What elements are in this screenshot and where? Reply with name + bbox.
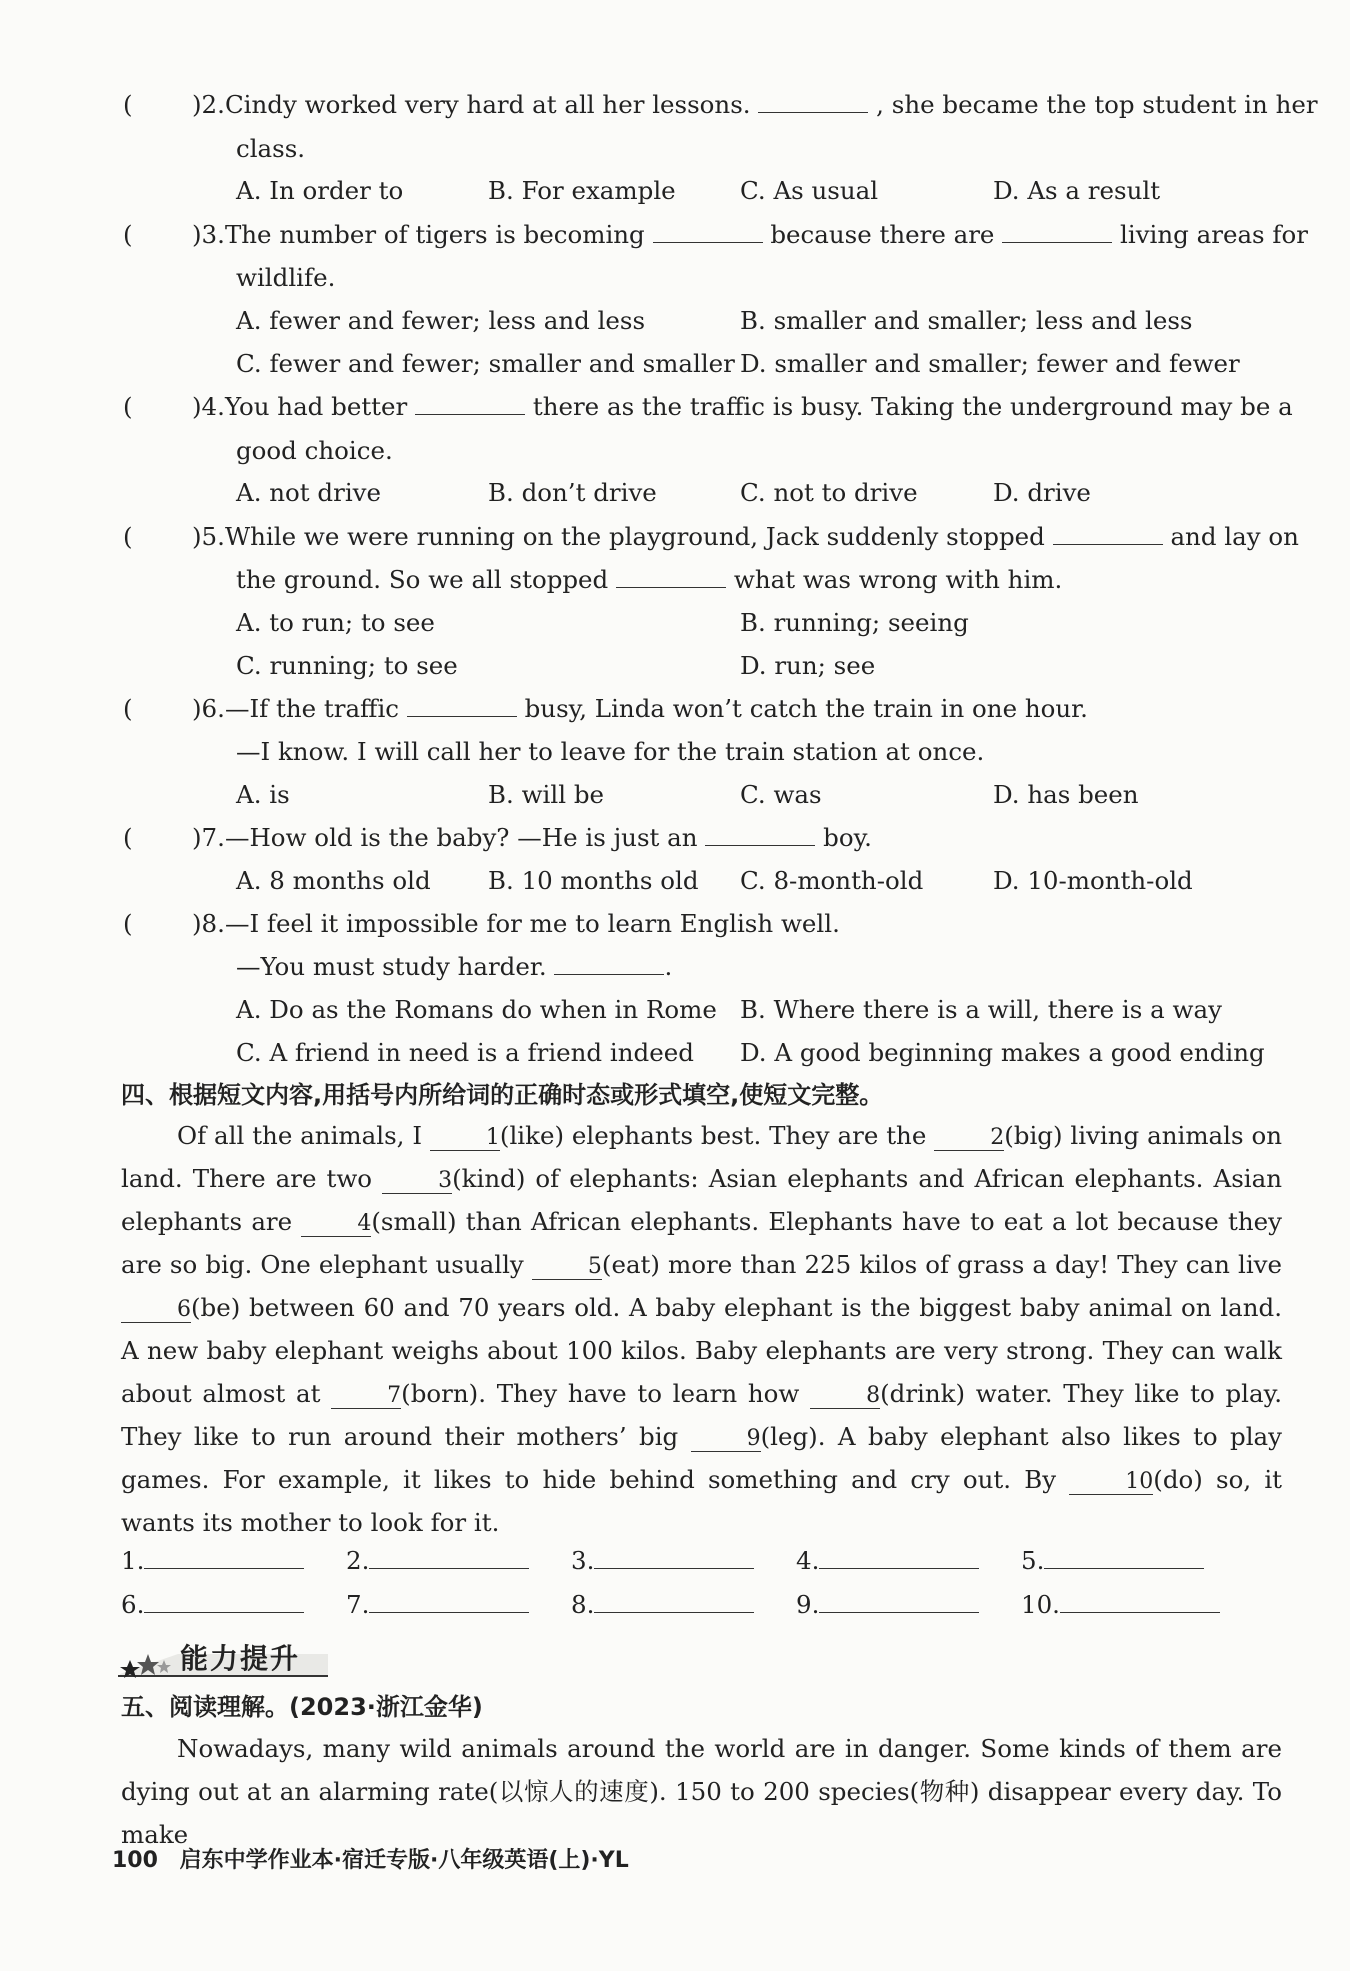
- passage-blank: 3: [382, 1169, 452, 1194]
- question-number: )4.: [192, 392, 225, 421]
- ability-banner: [118, 1640, 328, 1680]
- question-text: —I feel it impossible for me to learn English well.: [224, 909, 840, 938]
- option-d: D. 10-month-old: [993, 866, 1193, 895]
- question-text: boy.: [823, 823, 872, 852]
- passage-text: (born). They have to learn how: [401, 1379, 800, 1408]
- option-d: D. As a result: [993, 176, 1161, 205]
- passage-blank: 6: [121, 1298, 191, 1323]
- passage-blank: 5: [532, 1255, 602, 1280]
- passage-text: (like) elephants best. They are the: [499, 1121, 927, 1150]
- option-b: B. don’t drive: [488, 478, 657, 507]
- option-c: C. not to drive: [740, 478, 918, 507]
- answer-cell: [121, 1590, 346, 1620]
- answer-cell: [346, 1590, 571, 1620]
- passage-text: (eat) more than 225 kilos of grass a day! They can live: [601, 1250, 1282, 1279]
- answer-label: 4.: [796, 1546, 820, 1575]
- answer-line[interactable]: [1044, 1546, 1204, 1569]
- passage-blank: 10: [1069, 1470, 1153, 1495]
- answer-cell: [1021, 1546, 1221, 1576]
- passage-text: (drink) water. They like to play. They like to run around their mothers’ big: [121, 1379, 1282, 1451]
- answer-row-1: [121, 1546, 1221, 1576]
- option-d: D. A good beginning makes a good ending: [740, 1038, 1265, 1067]
- question-number: )3.: [192, 220, 225, 249]
- section-4-heading: 四、根据短文内容,用括号内所给词的正确时态或形式填空,使短文完整。: [121, 1081, 884, 1109]
- passage-blank: 8: [810, 1384, 880, 1409]
- answer-line[interactable]: [369, 1590, 529, 1613]
- answer-paren[interactable]: (: [123, 823, 133, 852]
- question-text: and lay on: [1170, 522, 1299, 551]
- question-text-line: [236, 952, 672, 982]
- answer-label: 6.: [121, 1590, 145, 1619]
- question-text: the ground. So we all stopped: [236, 565, 609, 594]
- question-8: [192, 909, 840, 939]
- option-b: B. running; seeing: [740, 608, 969, 637]
- section-5-heading: 五、阅读理解。(2023·浙江金华): [121, 1693, 483, 1721]
- answer-paren[interactable]: (: [123, 909, 133, 938]
- blank: [1002, 220, 1112, 243]
- question-number: )6.: [192, 694, 225, 723]
- answer-label: 8.: [571, 1590, 595, 1619]
- question-text: —I know. I will call her to leave for the train station at once.: [236, 737, 985, 766]
- option-a: A. fewer and fewer; less and less: [236, 306, 646, 335]
- passage-text: (small) than African elephants. Elephants have to eat a lot because they are so big. One elephant usually: [121, 1207, 1282, 1279]
- question-number: )2.: [192, 90, 225, 119]
- question-number: )7.: [192, 823, 225, 852]
- question-4: [192, 392, 1293, 422]
- passage: [121, 1114, 1282, 1544]
- passage-text: Of all the animals, I: [177, 1121, 423, 1150]
- passage-text: (be) between 60 and 70 years old. A baby elephant is the biggest baby animal on land. A new baby elephant weighs about 100 kilos. Baby elephants are very strong. They can walk about almost at: [121, 1293, 1282, 1408]
- answer-line[interactable]: [144, 1546, 304, 1569]
- answer-label: 5.: [1021, 1546, 1045, 1575]
- option-a: A. to run; to see: [236, 608, 435, 637]
- option-a: A. not drive: [236, 478, 382, 507]
- question-text: wildlife.: [236, 263, 336, 292]
- answer-paren[interactable]: (: [123, 90, 133, 119]
- blank: [554, 952, 664, 975]
- blank: [653, 220, 763, 243]
- page-number: 100: [112, 1848, 158, 1873]
- answer-line[interactable]: [1060, 1590, 1220, 1613]
- answer-label: 7.: [346, 1590, 370, 1619]
- question-text: because there are: [770, 220, 995, 249]
- option-a: A. is: [236, 780, 290, 809]
- question-text: what was wrong with him.: [733, 565, 1063, 594]
- answer-label: 10.: [1021, 1590, 1060, 1619]
- answer-line[interactable]: [369, 1546, 529, 1569]
- question-text: You had better: [224, 392, 408, 421]
- question-text: living areas for: [1120, 220, 1308, 249]
- blank: [1053, 522, 1163, 545]
- question-text: —If the traffic: [224, 694, 400, 723]
- option-b: B. For example: [488, 176, 676, 205]
- option-d: D. smaller and smaller; fewer and fewer: [740, 349, 1240, 378]
- question-text-line: [236, 565, 1062, 595]
- question-text: Cindy worked very hard at all her lessons.: [224, 90, 751, 119]
- question-3: [192, 220, 1308, 250]
- answer-label: 9.: [796, 1590, 820, 1619]
- option-c: C. As usual: [740, 176, 879, 205]
- answer-cell: [796, 1590, 1021, 1620]
- option-d: D. run; see: [740, 651, 876, 680]
- answer-line[interactable]: [819, 1546, 979, 1569]
- question-number: )8.: [192, 909, 225, 938]
- answer-cell: [571, 1546, 796, 1576]
- passage-text: (kind) of elephants: Asian elephants and African elephants. Asian elephants are: [121, 1164, 1282, 1236]
- answer-paren[interactable]: (: [123, 220, 133, 249]
- option-b: B. 10 months old: [488, 866, 699, 895]
- question-text: good choice.: [236, 436, 393, 465]
- answer-line[interactable]: [144, 1590, 304, 1613]
- question-text: , she became the top student in her: [876, 90, 1318, 119]
- option-c: C. A friend in need is a friend indeed: [236, 1038, 694, 1067]
- passage-text: (do) so, it wants its mother to look for it.: [121, 1465, 1282, 1537]
- passage-text: (leg). A baby elephant also likes to play games. For example, it likes to hide behind something and cry out. By: [121, 1422, 1283, 1494]
- question-2: [192, 90, 1318, 120]
- option-a: A. 8 months old: [236, 866, 431, 895]
- question-number: )5.: [192, 522, 225, 551]
- option-b: B. Where there is a will, there is a way: [740, 995, 1222, 1024]
- question-text: .: [664, 952, 673, 981]
- passage-blank: 7: [331, 1384, 401, 1409]
- option-b: B. will be: [488, 780, 605, 809]
- answer-paren[interactable]: (: [123, 522, 133, 551]
- passage-text: (big) living animals on land. There are two: [121, 1121, 1282, 1193]
- answer-row-2: [121, 1590, 1221, 1620]
- answer-label: 2.: [346, 1546, 370, 1575]
- reading-paragraph: Nowadays, many wild animals around the world are in danger. Some kinds of them are dying out at an alarming rate(以惊人的速度). 150 to 200 species(物种) disappear every day. To make: [121, 1734, 1282, 1849]
- answer-line[interactable]: [594, 1546, 754, 1569]
- option-d: D. has been: [993, 780, 1139, 809]
- option-c: C. fewer and fewer; smaller and smaller: [236, 349, 735, 378]
- question-7: [192, 823, 872, 853]
- question-text: class.: [236, 134, 306, 163]
- answer-line[interactable]: [594, 1590, 754, 1613]
- page-footer: [112, 1846, 629, 1876]
- answer-cell: [1021, 1590, 1221, 1620]
- blank: [407, 694, 517, 717]
- banner-title: 能力提升: [180, 1642, 301, 1675]
- passage-blank: 1: [430, 1126, 500, 1151]
- blank: [705, 823, 815, 846]
- answer-cell: [571, 1590, 796, 1620]
- book-title: 启东中学作业本·宿迁专版·八年级英语(上)·YL: [179, 1848, 629, 1873]
- blank: [616, 565, 726, 588]
- option-a: A. Do as the Romans do when in Rome: [236, 995, 717, 1024]
- question-5: [192, 522, 1299, 552]
- option-c: C. was: [740, 780, 822, 809]
- option-c: C. 8-month-old: [740, 866, 924, 895]
- question-text: busy, Linda won’t catch the train in one hour.: [524, 694, 1088, 723]
- answer-paren[interactable]: (: [123, 392, 133, 421]
- answer-line[interactable]: [819, 1590, 979, 1613]
- answer-paren[interactable]: (: [123, 694, 133, 723]
- passage-blank: 2: [934, 1126, 1004, 1151]
- answer-cell: [121, 1546, 346, 1576]
- passage-blank: 9: [691, 1427, 761, 1452]
- option-b: B. smaller and smaller; less and less: [740, 306, 1193, 335]
- answer-label: 3.: [571, 1546, 595, 1575]
- question-text: —How old is the baby? —He is just an: [224, 823, 698, 852]
- passage-blank: 4: [301, 1212, 371, 1237]
- answer-cell: [346, 1546, 571, 1576]
- option-a: A. In order to: [236, 176, 404, 205]
- question-text: there as the traffic is busy. Taking the underground may be a: [532, 392, 1293, 421]
- option-c: C. running; to see: [236, 651, 458, 680]
- question-6: [192, 694, 1088, 724]
- blank: [758, 90, 868, 113]
- question-text: —You must study harder.: [236, 952, 547, 981]
- question-text: While we were running on the playground, Jack suddenly stopped: [224, 522, 1045, 551]
- question-text: The number of tigers is becoming: [224, 220, 645, 249]
- option-d: D. drive: [993, 478, 1091, 507]
- blank: [415, 392, 525, 415]
- answer-label: 1.: [121, 1546, 145, 1575]
- answer-cell: [796, 1546, 1021, 1576]
